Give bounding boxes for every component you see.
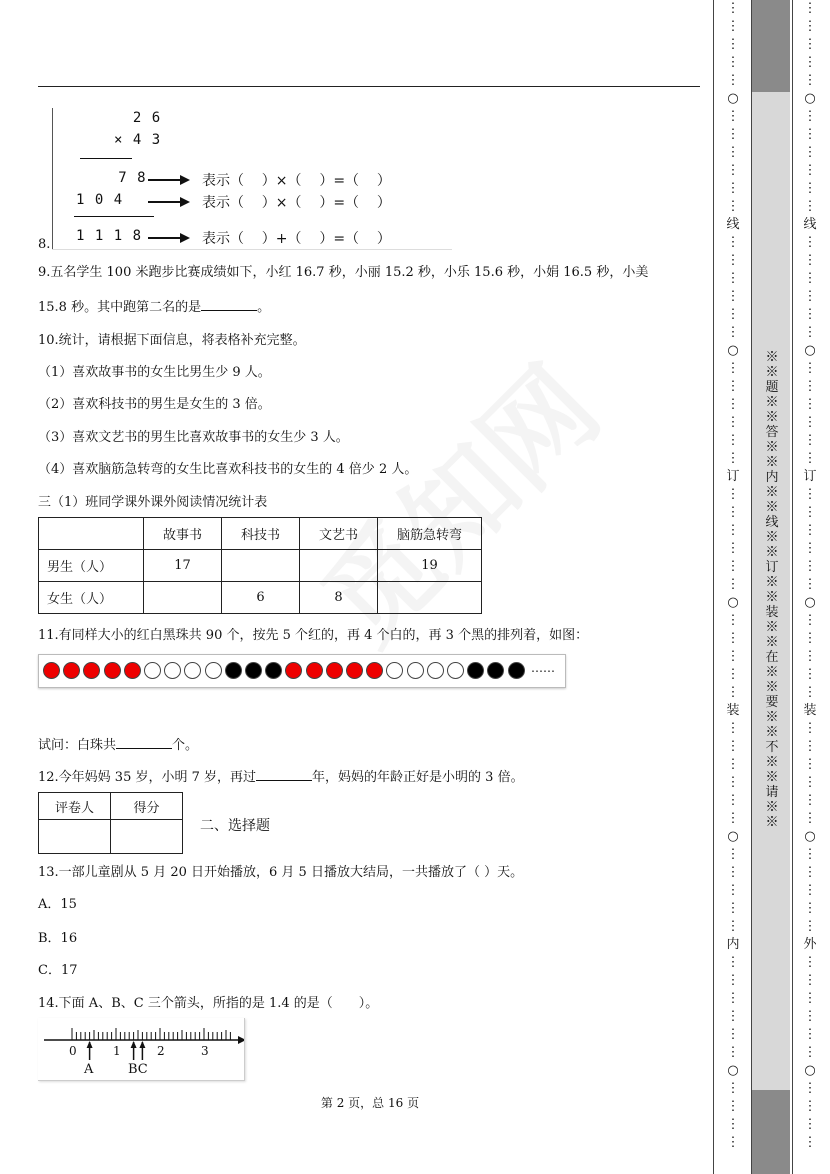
white-bead	[447, 662, 464, 679]
arrow-label-bc: BC	[128, 1062, 148, 1077]
q12-answer-blank[interactable]	[256, 768, 312, 781]
q12-text-end: 年，妈妈的年龄正好是小明的 3 倍。	[312, 770, 524, 785]
binding-dot-icon: ⋮	[803, 451, 817, 466]
binding-dot-icon: ⋮	[803, 649, 817, 664]
binding-dot-icon: ⋮	[803, 757, 817, 772]
pointer-arrow-head	[87, 1041, 93, 1048]
binding-dot-icon: ⋮	[726, 613, 740, 628]
binding-dot-icon: ⋮	[726, 991, 740, 1006]
q8-multiplication-figure	[52, 108, 452, 250]
binding-dot-icon: ⋮	[803, 1099, 817, 1114]
binding-dot-icon: ⋮	[803, 433, 817, 448]
binding-dot-icon: ⋮	[803, 55, 817, 70]
binding-dot-icon: ⋮	[726, 523, 740, 538]
white-bead	[205, 662, 222, 679]
binding-dot-icon: ⋮	[803, 505, 817, 520]
page-footer: 第 2 页，总 16 页	[320, 1096, 420, 1110]
binding-dot-icon: ⋮	[726, 847, 740, 862]
binding-dot-icon: ⋮	[726, 1, 740, 16]
binding-circle-icon: ○	[727, 343, 739, 358]
red-bead	[306, 662, 323, 679]
table-header-cell: 脑筋急转弯	[378, 518, 482, 550]
binding-dot-icon: ⋮	[803, 73, 817, 88]
binding-dot-icon: ⋮	[803, 793, 817, 808]
binding-label: 装	[726, 703, 740, 718]
q11-ask	[38, 736, 198, 755]
table-cell: 19	[378, 550, 482, 582]
binding-dot-icon: ⋮	[726, 559, 740, 574]
binding-label: 订	[726, 469, 740, 484]
binding-dot-icon: ⋮	[726, 127, 740, 142]
binding-dot-icon: ⋮	[803, 919, 817, 934]
binding-line	[792, 0, 793, 1174]
binding-dot-icon: ⋮	[726, 1009, 740, 1024]
white-bead	[386, 662, 403, 679]
q10-item-3: （3）喜欢文艺书的男生比喜欢故事书的女生少 3 人。	[38, 430, 349, 445]
binding-dot-icon: ⋮	[726, 1135, 740, 1150]
binding-dot-icon: ⋮	[726, 397, 740, 412]
binding-dot-icon: ⋮	[726, 1081, 740, 1096]
binding-circle-icon: ○	[804, 595, 816, 610]
binding-dot-icon: ⋮	[726, 19, 740, 34]
binding-dot-icon: ⋮	[803, 901, 817, 916]
binding-dot-icon: ⋮	[726, 883, 740, 898]
binding-dot-icon: ⋮	[803, 577, 817, 592]
binding-dot-icon: ⋮	[803, 613, 817, 628]
q8-expr-3: 表示（ ）+（ ）=（ ）	[202, 231, 391, 247]
q9-text-end: 。	[257, 300, 271, 315]
watermark	[282, 326, 627, 671]
binding-circle-icon: ○	[727, 595, 739, 610]
table-row-header: 女生（人）	[39, 582, 144, 614]
q10-item-2: （2）喜欢科技书的男生是女生的 3 倍。	[38, 397, 271, 412]
binding-dot-icon: ⋮	[726, 199, 740, 214]
table-title: 三（1）班同学课外课外阅读情况统计表	[38, 495, 268, 510]
binding-dot-icon: ⋮	[803, 1117, 817, 1132]
red-bead	[326, 662, 343, 679]
binding-dot-icon: ⋮	[726, 955, 740, 970]
score-cell[interactable]	[111, 820, 183, 854]
q13-option-c[interactable]: C．17	[38, 963, 78, 978]
binding-dot-icon: ⋮	[726, 631, 740, 646]
black-bead	[265, 662, 282, 679]
binding-dot-icon: ⋮	[726, 181, 740, 196]
q8-number: 8.	[38, 237, 51, 252]
binding-dot-icon: ⋮	[726, 37, 740, 52]
q8-row-1: 2 6	[114, 110, 162, 126]
binding-dot-icon: ⋮	[803, 721, 817, 736]
red-bead	[83, 662, 100, 679]
binding-dot-icon: ⋮	[726, 793, 740, 808]
q10-item-1: （1）喜欢故事书的女生比男生少 9 人。	[38, 365, 271, 380]
arrow-icon	[148, 179, 188, 181]
binding-dot-icon: ⋮	[726, 541, 740, 556]
binding-dot-icon: ⋮	[726, 1099, 740, 1114]
binding-dot-icon: ⋮	[726, 307, 740, 322]
table-cell[interactable]	[378, 582, 482, 614]
binding-dot-icon: ⋮	[803, 631, 817, 646]
binding-dot-icon: ⋮	[803, 415, 817, 430]
binding-dot-icon: ⋮	[803, 253, 817, 268]
binding-dot-icon: ⋮	[803, 397, 817, 412]
white-bead	[427, 662, 444, 679]
black-bead	[225, 662, 242, 679]
binding-dot-icon: ⋮	[726, 685, 740, 700]
binding-dot-icon: ⋮	[803, 991, 817, 1006]
q9-text: 15.8 秒。其中跑第二名的是	[38, 300, 202, 315]
binding-dot-icon: ⋮	[803, 235, 817, 250]
binding-dot-icon: ⋮	[726, 415, 740, 430]
binding-dot-icon: ⋮	[726, 1117, 740, 1132]
binding-dot-icon: ⋮	[803, 199, 817, 214]
binding-dot-icon: ⋮	[803, 37, 817, 52]
binding-dot-icon: ⋮	[803, 487, 817, 502]
binding-dot-icon: ⋮	[803, 361, 817, 376]
binding-dot-icon: ⋮	[803, 1027, 817, 1042]
q9-line-1: 9.五名学生 100 米跑步比赛成绩如下，小红 16.7 秒，小丽 15.2 秒，小乐 15.6 秒，小娟 16.5 秒，小美	[38, 265, 649, 280]
binding-dot-icon: ⋮	[726, 289, 740, 304]
reading-stat-table	[38, 517, 482, 614]
binding-line	[713, 0, 714, 1174]
binding-dot-icon: ⋮	[803, 379, 817, 394]
binding-notice: ※※题※※答※※内※※线※※订※※装※※在※※要※※不※※请※※	[765, 350, 779, 830]
binding-dot-icon: ⋮	[726, 73, 740, 88]
binding-dot-icon: ⋮	[726, 1027, 740, 1042]
table-cell: 8	[300, 582, 378, 614]
table-cell[interactable]	[300, 550, 378, 582]
binding-dot-icon: ⋮	[726, 145, 740, 160]
strip-dark-bottom	[752, 1090, 790, 1174]
binding-dot-icon: ⋮	[726, 739, 740, 754]
q8-expr-2: 表示（ ）×（ ）=（ ）	[202, 195, 391, 211]
binding-dot-icon: ⋮	[803, 163, 817, 178]
table-cell: 17	[144, 550, 222, 582]
binding-dot-icon: ⋮	[726, 865, 740, 880]
q11-ask-text: 试问：白珠共	[38, 738, 117, 753]
binding-dot-icon: ⋮	[803, 145, 817, 160]
binding-dot-icon: ⋮	[803, 541, 817, 556]
binding-label: 装	[803, 703, 817, 718]
binding-circle-icon: ○	[804, 829, 816, 844]
binding-dot-icon: ⋮	[726, 271, 740, 286]
red-bead	[104, 662, 121, 679]
black-bead	[487, 662, 504, 679]
red-bead	[285, 662, 302, 679]
binding-dot-icon: ⋮	[726, 361, 740, 376]
bead-sequence-figure	[38, 654, 566, 688]
binding-label: 订	[803, 469, 817, 484]
binding-circle-icon: ○	[804, 1063, 816, 1078]
binding-dot-icon: ⋮	[726, 109, 740, 124]
arrow-icon	[148, 201, 188, 203]
binding-label: 线	[726, 217, 740, 232]
table-cell: 6	[222, 582, 300, 614]
q8-row-3: 7 8	[90, 170, 147, 186]
red-bead	[43, 662, 60, 679]
binding-dot-icon: ⋮	[726, 325, 740, 340]
q13-option-b[interactable]: B．16	[38, 931, 78, 946]
section-title: 二、选择题	[200, 818, 270, 834]
q9-answer-blank[interactable]	[201, 298, 257, 311]
grader-cell[interactable]	[39, 820, 111, 854]
outer-binding-column	[800, 0, 820, 1152]
binding-dot-icon: ⋮	[803, 847, 817, 862]
binding-dot-icon: ⋮	[726, 1045, 740, 1060]
binding-dot-icon: ⋮	[803, 739, 817, 754]
arrow-icon	[148, 237, 188, 239]
binding-dot-icon: ⋮	[803, 19, 817, 34]
binding-dot-icon: ⋮	[726, 757, 740, 772]
black-bead	[467, 662, 484, 679]
q12-text-start: 12.今年妈妈 35 岁，小明 7 岁，再过	[38, 770, 257, 785]
black-bead	[245, 662, 262, 679]
tick-label-1: 1	[113, 1044, 121, 1058]
binding-dot-icon: ⋮	[803, 1081, 817, 1096]
q12-text	[38, 768, 524, 787]
binding-dot-icon: ⋮	[726, 235, 740, 250]
table-header-row	[39, 518, 482, 550]
binding-dot-icon: ⋮	[726, 667, 740, 682]
bead-ellipsis: ……	[531, 661, 555, 675]
binding-dot-icon: ⋮	[803, 955, 817, 970]
binding-dot-icon: ⋮	[726, 253, 740, 268]
binding-dot-icon: ⋮	[726, 811, 740, 826]
binding-dot-icon: ⋮	[803, 289, 817, 304]
binding-dot-icon: ⋮	[803, 775, 817, 790]
binding-label: 外	[803, 937, 817, 952]
binding-dot-icon: ⋮	[803, 307, 817, 322]
binding-dot-icon: ⋮	[726, 433, 740, 448]
binding-dot-icon: ⋮	[803, 685, 817, 700]
binding-dot-icon: ⋮	[803, 127, 817, 142]
binding-dot-icon: ⋮	[726, 649, 740, 664]
binding-dot-icon: ⋮	[726, 451, 740, 466]
binding-dot-icon: ⋮	[803, 523, 817, 538]
binding-dot-icon: ⋮	[726, 379, 740, 394]
binding-dot-icon: ⋮	[803, 1045, 817, 1060]
binding-circle-icon: ○	[727, 91, 739, 106]
binding-dot-icon: ⋮	[803, 667, 817, 682]
strip-dark-top	[752, 0, 790, 92]
binding-dot-icon: ⋮	[726, 721, 740, 736]
binding-dot-icon: ⋮	[803, 973, 817, 988]
q13-option-a[interactable]: A．15	[38, 897, 77, 912]
q11-ask-end: 个。	[172, 738, 199, 753]
number-line-figure	[38, 1018, 245, 1081]
tick-label-2: 2	[157, 1044, 165, 1058]
binding-dot-icon: ⋮	[803, 271, 817, 286]
table-cell[interactable]	[144, 582, 222, 614]
binding-dot-icon: ⋮	[803, 1, 817, 16]
q11-text: 11.有同样大小的红白黑珠共 90 个，按先 5 个红的，再 4 个白的，再 3 个黑的排列着，如图：	[38, 628, 589, 643]
arrow-label-a: A	[84, 1062, 94, 1077]
pointer-arrow-head	[139, 1041, 145, 1048]
binding-circle-icon: ○	[804, 343, 816, 358]
binding-circle-icon: ○	[727, 1063, 739, 1078]
table-row	[39, 582, 482, 614]
table-header-cell: 科技书	[222, 518, 300, 550]
binding-dot-icon: ⋮	[803, 1009, 817, 1024]
score-label: 得分	[111, 793, 183, 820]
q14-text: 14.下面 A、B、C 三个箭头，所指的是 1.4 的是（ ）。	[38, 996, 379, 1011]
q8-row-5: 1 1 1 8	[76, 228, 143, 244]
q8-row-4: 1 0 4	[76, 192, 124, 208]
q8-expr-1: 表示（ ）×（ ）=（ ）	[202, 173, 391, 189]
binding-dot-icon: ⋮	[726, 55, 740, 70]
binding-dot-icon: ⋮	[726, 163, 740, 178]
binding-label: 内	[726, 937, 740, 952]
binding-label: 线	[803, 217, 817, 232]
red-bead	[366, 662, 383, 679]
q13-text: 13.一部儿童剧从 5 月 20 日开始播放，6 月 5 日播放大结局，一共播放了（ ）天。	[38, 865, 524, 880]
binding-circle-icon: ○	[727, 829, 739, 844]
red-bead	[346, 662, 363, 679]
table-row-header: 男生（人）	[39, 550, 144, 582]
binding-dot-icon: ⋮	[726, 487, 740, 502]
grader-table	[38, 792, 183, 854]
binding-dot-icon: ⋮	[803, 109, 817, 124]
q10-item-4: （4）喜欢脑筋急转弯的女生比喜欢科技书的女生的 4 倍少 2 人。	[38, 462, 418, 477]
table-cell[interactable]	[222, 550, 300, 582]
red-bead	[63, 662, 80, 679]
binding-dot-icon: ⋮	[803, 865, 817, 880]
inner-binding-column	[723, 0, 743, 1152]
binding-dot-icon: ⋮	[803, 181, 817, 196]
binding-dot-icon: ⋮	[803, 811, 817, 826]
binding-dot-icon: ⋮	[726, 973, 740, 988]
binding-dot-icon: ⋮	[803, 883, 817, 898]
tick-label-0: 0	[69, 1044, 77, 1058]
table-header-cell: 文艺书	[300, 518, 378, 550]
pointer-arrow-head	[131, 1041, 137, 1048]
binding-dot-icon: ⋮	[803, 1135, 817, 1150]
table-header-cell	[39, 518, 144, 550]
black-bead	[508, 662, 525, 679]
header-rule	[38, 86, 700, 87]
tick-label-3: 3	[201, 1044, 209, 1058]
binding-dot-icon: ⋮	[726, 775, 740, 790]
grader-label: 评卷人	[39, 793, 111, 820]
white-bead	[144, 662, 161, 679]
binding-dot-icon: ⋮	[726, 919, 740, 934]
table-row	[39, 550, 482, 582]
white-bead	[164, 662, 181, 679]
table-header-cell: 故事书	[144, 518, 222, 550]
binding-dot-icon: ⋮	[726, 505, 740, 520]
white-bead	[184, 662, 201, 679]
binding-dot-icon: ⋮	[803, 325, 817, 340]
q8-row-2: × 4 3	[114, 132, 162, 148]
binding-dot-icon: ⋮	[803, 559, 817, 574]
q11-answer-blank[interactable]	[116, 736, 172, 749]
red-bead	[124, 662, 141, 679]
q9-line-2	[38, 298, 270, 317]
binding-circle-icon: ○	[804, 91, 816, 106]
q10-intro: 10.统计，请根据下面信息，将表格补充完整。	[38, 333, 306, 348]
binding-dot-icon: ⋮	[726, 901, 740, 916]
binding-dot-icon: ⋮	[726, 577, 740, 592]
white-bead	[407, 662, 424, 679]
